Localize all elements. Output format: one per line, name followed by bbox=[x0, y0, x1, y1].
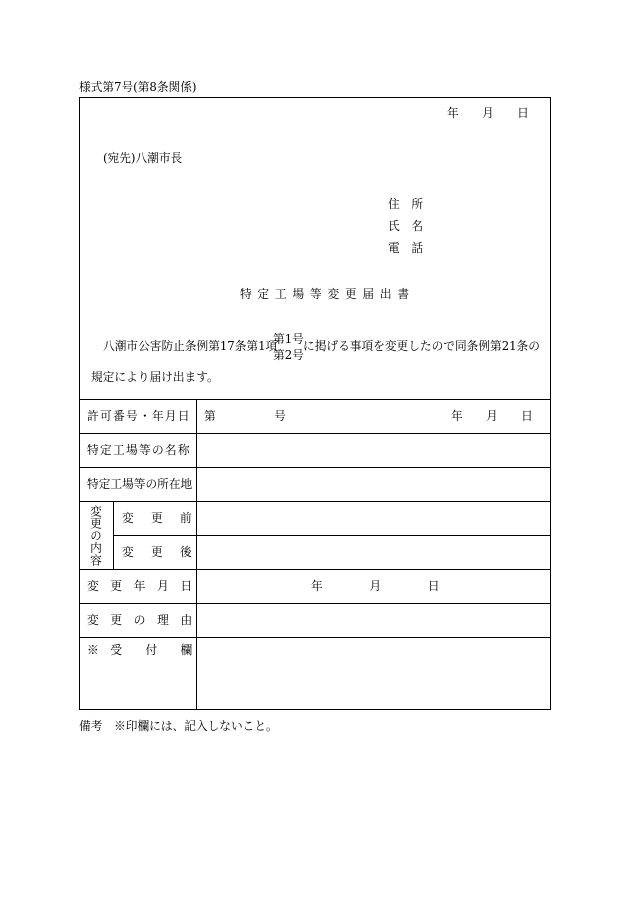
change-before-label: 変 更 前 bbox=[122, 511, 195, 525]
permit-row bbox=[79, 399, 551, 433]
address-label: 住 所 bbox=[388, 197, 424, 211]
addressee: (宛先)八潮市長 bbox=[103, 151, 183, 165]
form-number: 様式第7号(第8条関係) bbox=[79, 80, 197, 94]
reception-label-cell bbox=[79, 638, 197, 709]
change-after-label: 変 更 後 bbox=[122, 545, 195, 559]
change-date-label: 変 更 年 月 日 bbox=[87, 579, 193, 593]
change-after-label-cell bbox=[114, 536, 197, 569]
factory-location-label: 特定工場等の所在地 bbox=[87, 477, 193, 491]
item-option-2: 第2号 bbox=[273, 348, 304, 362]
form-title: 特定工場等変更届出書 bbox=[240, 287, 415, 301]
change-date-value: 年 月 日 bbox=[311, 579, 440, 593]
permit-number: 第 号 bbox=[204, 409, 286, 423]
factory-name-label-cell bbox=[79, 434, 197, 467]
item-number-options bbox=[273, 331, 304, 363]
change-reason-label-cell bbox=[79, 604, 197, 637]
factory-location-row bbox=[79, 467, 551, 501]
item-option-1: 第1号 bbox=[273, 332, 304, 346]
change-date-label-cell bbox=[79, 570, 197, 603]
change-before-row bbox=[114, 502, 551, 535]
change-after-row bbox=[114, 535, 551, 569]
change-content-label: 変更の内容 bbox=[89, 504, 103, 567]
change-reason-row bbox=[79, 603, 551, 637]
permit-label-cell bbox=[79, 400, 197, 433]
statement-text-before: 八潮市公害防止条例第17条第1項 bbox=[103, 339, 278, 353]
change-content-group bbox=[79, 501, 551, 569]
factory-name-row bbox=[79, 433, 551, 467]
footnote: 備考 ※印欄には、記入しないこと。 bbox=[79, 719, 278, 733]
statement-text-after: に掲げる事項を変更したので同条例第21条の bbox=[303, 339, 540, 353]
statement-text-continued: 規定により届け出ます。 bbox=[91, 370, 219, 384]
change-date-row bbox=[79, 569, 551, 603]
factory-name-label: 特定工場等の名称 bbox=[87, 443, 191, 457]
name-label: 氏 名 bbox=[388, 219, 424, 233]
permit-label: 許可番号・年月日 bbox=[87, 409, 191, 423]
reception-label: ※ 受 付 欄 bbox=[87, 643, 193, 657]
reception-row bbox=[79, 637, 551, 709]
factory-location-label-cell bbox=[79, 468, 197, 501]
permit-date: 年 月 日 bbox=[451, 409, 533, 423]
phone-label: 電 話 bbox=[388, 241, 424, 255]
change-content-label-cell bbox=[79, 502, 114, 569]
change-reason-label: 変 更 の 理 由 bbox=[87, 613, 193, 627]
change-before-label-cell bbox=[114, 502, 197, 535]
submission-date: 年 月 日 bbox=[447, 106, 529, 120]
